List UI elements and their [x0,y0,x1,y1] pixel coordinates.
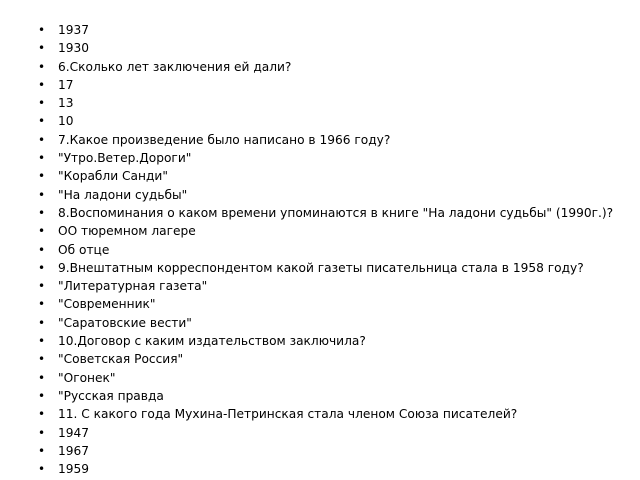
bullet-icon: • [38,23,46,37]
list-item [38,169,618,184]
list-item-text: 11. С какого года Мухина-Петринская стала членом Союза писателей? [58,407,518,422]
bullet-icon: • [38,187,46,202]
bullet-icon: • [38,151,46,166]
list-item-text: 10.Договор с каким издательством заключила? [58,334,366,349]
bullet-icon: • [38,334,46,349]
list-item-text: 1959 [58,462,90,477]
list-item-text: 10 [58,114,74,129]
list-item [38,444,618,459]
list-item [38,206,618,221]
list-item-text: 8.Воспоминания о каком времени упоминаются в книге "На ладони судьбы" (1990г.)? [58,205,614,220]
list-item-text: "Корабли Санди" [58,169,168,184]
bullet-icon: • [38,41,46,56]
list-item [38,352,618,367]
list-item-text: "Современник" [58,297,156,312]
list-item-text: 13 [58,96,74,111]
list-item-text: "Огонек" [58,370,116,385]
list-item [38,188,618,203]
bullet-list [38,23,618,480]
bullet-icon: • [38,77,46,92]
bullet-icon: • [38,205,46,220]
list-item [38,243,618,258]
bullet-icon: • [38,169,46,184]
list-item [38,426,618,441]
list-item-text: 7.Какое произведение было написано в 1966 году? [58,132,391,147]
list-item-text: "Русская правда [58,388,164,403]
list-item [38,334,618,349]
list-item-text: "Утро.Ветер.Дороги" [58,151,192,166]
list-item [38,462,618,477]
bullet-icon: • [38,370,46,385]
list-item-text: 1947 [58,425,90,440]
bullet-icon: • [38,462,46,477]
list-item [38,261,618,276]
list-item [38,279,618,294]
list-item-text: 6.Сколько лет заключения ей дали? [58,59,292,74]
list-item-text: ОО тюремном лагере [58,224,196,239]
list-item [38,297,618,312]
bullet-icon: • [38,96,46,111]
list-item [38,78,618,93]
list-item [38,316,618,331]
list-item [38,224,618,239]
list-item [38,151,618,166]
list-item-text: Об отце [58,242,110,257]
bullet-icon: • [38,224,46,239]
list-item [38,114,618,129]
list-item-text: 17 [58,77,74,92]
bullet-icon: • [38,114,46,129]
list-item [38,41,618,56]
bullet-icon: • [38,132,46,147]
list-item-text: 1930 [58,41,90,56]
bullet-icon: • [38,425,46,440]
bullet-icon: • [38,352,46,367]
list-item-text: "Саратовские вести" [58,315,192,330]
list-item-text: "На ладони судьбы" [58,187,188,202]
bullet-icon: • [38,59,46,74]
bullet-icon: • [38,315,46,330]
list-item-text: 1967 [58,443,90,458]
list-item [38,96,618,111]
bullet-icon: • [38,260,46,275]
bullet-icon: • [38,279,46,294]
list-item-text: 1937 [58,23,90,37]
bullet-icon: • [38,443,46,458]
list-item [38,389,618,404]
list-item-text: "Советская Россия" [58,352,184,367]
list-item [38,407,618,422]
bullet-icon: • [38,242,46,257]
bullet-icon: • [38,297,46,312]
list-item [38,23,618,38]
list-item-text: 9.Внештатным корреспондентом какой газеты писательница стала в 1958 году? [58,260,584,275]
list-item-text: "Литературная газета" [58,279,208,294]
list-item [38,133,618,148]
bullet-icon: • [38,388,46,403]
bullet-icon: • [38,407,46,422]
list-item [38,371,618,386]
list-item [38,60,618,75]
